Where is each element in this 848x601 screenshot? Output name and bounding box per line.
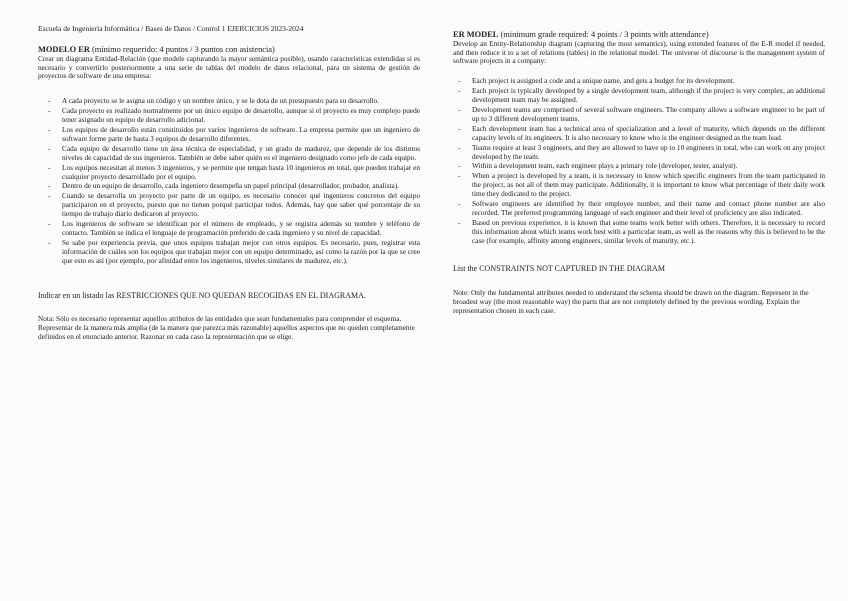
list-item: - A cada proyecto se le asigna un código y un nombre único, y se le dota de un presupuesto para su desarrollo. [62, 97, 420, 106]
section-title-note-es: (mínimo requerido: 4 puntos / 3 puntos con asistencia) [89, 45, 275, 54]
requirements-list-es [62, 97, 420, 265]
list-item: - Cada equipo de desarrollo tiene un área técnica de especialidad, y un grado de madurez, que depende de los distintos niveles de capacidad de sus ingenieros. También se debe saber quién es el ingeniero designado como jefe de cada equipo. [62, 145, 420, 163]
document-header: Escuela de Ingeniería Informática / Bases de Datos / Control 1 EJERCICIOS 2023-2024 [38, 24, 304, 33]
list-item: - Software engineers are identified by their employee number, and their name and contact phone number are also recorded. The preferred programming language of each engineer and their level of proficiency are also indicated. [472, 200, 825, 218]
list-item: - When a project is developed by a team, it is necessary to know which specific engineers from the team participated in the project, as not all of them may participate. Additionally, it is important to know what percentage of their daily work time they dedicated to the project. [472, 172, 825, 199]
note-paragraph-es: Nota: Sólo es necesario representar aquellos atributos de las entidades que sean fundamentales para comprender el esquema. Representar de la manera más amplia (de la manera que parezca más razonable) aquellos aspectos que no queden completamente definidos en el enunciado anterior. Razonar en cada caso la representación que se elige. [38, 314, 415, 342]
list-item: - Se sabe por experiencia previa, que unos equipos trabajan mejor con otros equipos. Es necesario, pues, registrar esta información de cuáles son los equipos que trabajan mejor con un equipo determinado, así como la razón por la que se cree que esto es así (por ejemplo, por afinidad entre los ingenieros, niveles similares de madurez, etc.). [62, 239, 420, 266]
section-title-bold-en: ER MODEL [453, 30, 499, 39]
english-column [453, 0, 825, 316]
list-item: - Dentro de un equipo de desarrollo, cada ingeniero desempeña un papel principal (desarrollador, probador, analista). [62, 182, 420, 191]
list-item: - Development teams are comprised of several software engineers. The company allows a software engineer to be part of up to 3 different development teams. [472, 106, 825, 124]
constraints-heading-en: List the CONSTRAINTS NOT CAPTURED IN THE DIAGRAM [453, 263, 665, 273]
list-item: - Each project is assigned a code and a unique name, and gets a budget for its development. [472, 77, 825, 86]
list-item: - Los ingenieros de software se identifican por el número de empleado, y se registra además su nombre y teléfono de contacto. También se indica el lenguaje de programación preferido de cada ingeniero y su nivel de capacidad. [62, 220, 420, 238]
spanish-column [38, 0, 420, 342]
list-item: - Each development team has a technical area of specialization and a level of maturity, which depends on the different capacity levels of its engineers. It is also necessary to know who is the engineer designed as the team lead. [472, 125, 825, 143]
list-item: - Teams require at least 3 engineers, and they are allowed to have up to 10 engineers in total, who can work on any project developed by the team. [472, 144, 825, 162]
list-item: - Los equipos de desarrollo están constituidos por varios ingenieros de software. La empresa permite que un ingeniero de software forme parte de hasta 3 equipos de desarrollo diferentes. [62, 126, 420, 144]
section-title-bold-es: MODELO ER [38, 45, 90, 54]
constraints-heading-es: Indicar en un listado las RESTRICCIONES QUE NO QUEDAN RECOGIDAS EN EL DIAGRAMA. [38, 290, 366, 300]
list-item: - Each project is typically developed by a single development team, although if the project is very complex, an additional development team may be assigned. [472, 87, 825, 105]
list-item: - Cada proyecto es realizado normalmente por un único equipo de desarrollo, aunque si el proyecto es muy complejo puede tener asignado un equipo de desarrollo adicional. [62, 107, 420, 125]
list-item: - Based on previous experience, it is known that some teams work better with others. Therefore, it is necessary to record this information about which teams work best with a particular team, as well as the reasons why this is believed to be the case (for example, affinity among engineers, similar levels of maturity, etc.). [472, 219, 825, 246]
list-item: - Cuando se desarrolla un proyecto por parte de un equipo, es necesario conocer qué ingenieros concretos del equipo participaron en el proyecto, puesto que no tienen porqué participar todos. Además, hay que saber qué porcentaje de su tiempo de trabajo diario dedicaron al proyecto. [62, 192, 420, 219]
requirements-list-en [472, 77, 825, 245]
intro-paragraph-en: Develop an Entity-Relationship diagram (capturing the most semantics), using extended features of the E-R model if needed, and then reduce it to a set of relations (tables) in the relational model. The universe of discourse is the management system of software projects in a company: [453, 38, 825, 66]
note-paragraph-en: Note: Only the fundamental attributes needed to understand the schema should be drawn on the diagram. Represent in the broadest way (the most reasonable way) the parts that are not completely defined by the previous wording. Explain the representation chosen in each case. [453, 288, 809, 316]
list-item: - Within a development team, each engineer plays a primary role (developer, tester, analyst). [472, 162, 825, 171]
list-item: - Los equipos necesitan al menos 3 ingenieros, y se permite que tengan hasta 10 ingenieros en total, que pueden trabajar en cualquier proyecto desarrollado por el equipo. [62, 164, 420, 182]
intro-paragraph-es: Crear un diagrama Entidad-Relación (que modele capturando la mayor semántica posible), usando características extendidas si es necesario y convertirlo posteriormente a una serie de tablas del modelo de datos relacional, para un sistema de gestión de proyectos de software de una empresa: [38, 53, 420, 81]
section-title-note-en: (minimum grade required: 4 points / 3 points with attendance) [498, 30, 709, 39]
